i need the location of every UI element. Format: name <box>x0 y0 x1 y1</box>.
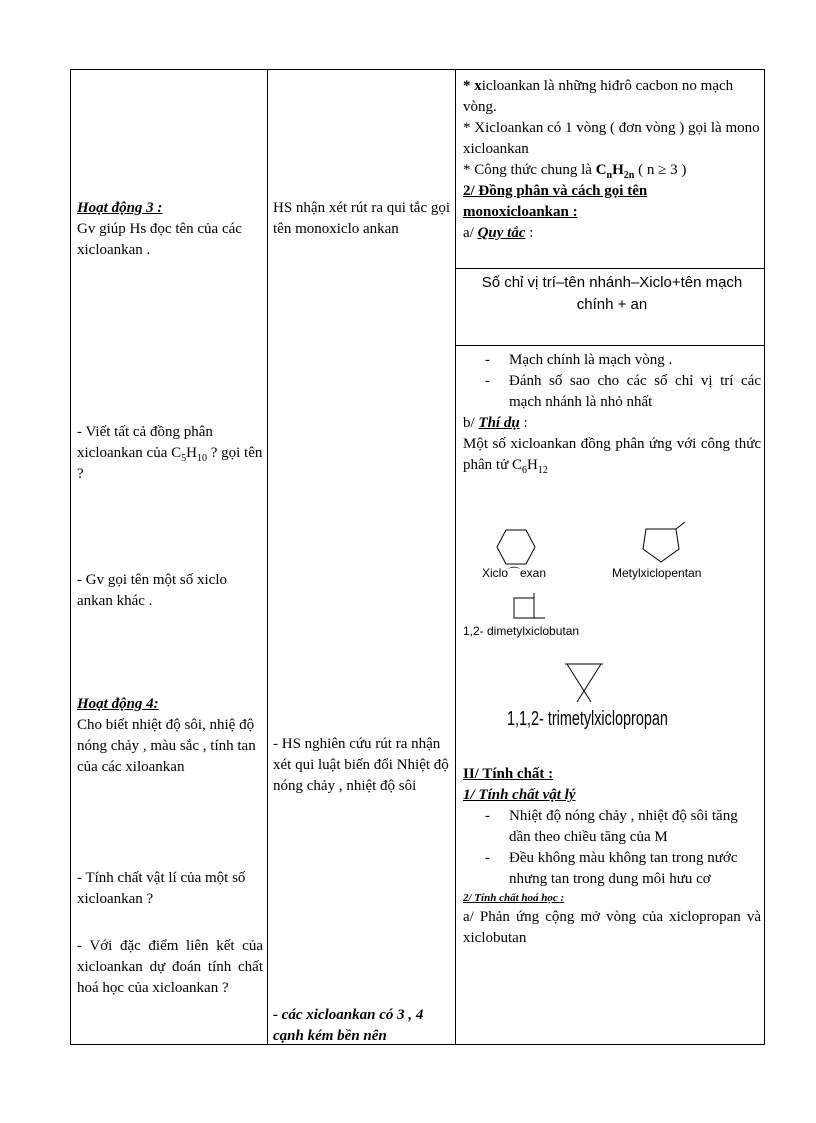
question-physical: - Tính chất vật lí của một số xicloankan ? <box>77 870 246 907</box>
cyclohexane-label: Xiclo⌒exan <box>482 566 547 580</box>
physical-property-item: - Đều không màu không tan trong nước nhưng tan trong dung môi hưu cơ <box>463 848 761 890</box>
formula-box-bottom <box>456 345 764 346</box>
definition-1: * xicloankan là những hiđrô cacbon no mạch vòng. <box>463 78 734 115</box>
naming-formula: Số chỉ vị trí–tên nhánh–Xiclo+tên mạch chính + an <box>481 274 743 313</box>
methylcyclopentane-label: Metylxiclopentan <box>612 566 702 580</box>
properties-section <box>463 764 761 949</box>
column-divider <box>455 70 456 1044</box>
physical-property-item: - Nhiệt độ nóng chảy , nhiệt độ sôi tăng dần theo chiều tăng của M <box>463 806 761 848</box>
activity-4-text: Cho biết nhiệt độ sôi, nhiệ độ nóng chảy , màu sắc , tính tan của các xiloankan <box>77 717 256 775</box>
column-divider <box>267 70 268 1044</box>
rules-list <box>463 350 761 476</box>
activity-3-text: Gv giúp Hs đọc tên của các xicloankan . <box>77 221 242 258</box>
section-2-title-cont: monoxicloankan : <box>463 204 578 220</box>
formula-box-top <box>456 268 764 269</box>
activity-3-heading: Hoạt động 3 : <box>77 200 163 216</box>
example-text: Một số xicloankan đồng phân ứng với công thức phân tử $C_6H_{12}$ <box>463 436 761 476</box>
section-2-title: 2/ Đồng phân và cách gọi tên <box>463 183 648 199</box>
question-chemical: - Với đặc điểm liên kết của xicloankan dự đoán tính chất hoá học của xicloankan ? <box>77 938 263 996</box>
hs-rule: HS nhận xét rút ra qui tắc gọi tên monoxiclo ankan <box>273 200 451 237</box>
trimethylcyclopropane-structure <box>563 662 607 704</box>
hs-research: - HS nghiên cứu rút ra nhận xét qui luật biến đổi Nhiệt độ nóng chảy , nhiệt độ sôi <box>273 736 449 794</box>
gv-naming: - Gv gọi tên một số xiclo ankan khác . <box>77 572 227 609</box>
example-heading: b/ Thí dụ : <box>463 415 528 431</box>
chemical-reaction-a: a/ Phản ứng cộng mở vòng của xiclopropan và xiclobutan <box>463 909 761 946</box>
cyclohexane-structure <box>496 529 536 565</box>
chemical-properties-title: 2/ Tính chất hoá học : <box>463 892 565 904</box>
section-3-title: II/ Tính chất : <box>463 766 554 782</box>
activity-4 <box>77 694 263 778</box>
methylcyclopentane-structure <box>641 522 691 570</box>
physical-properties-title: 1/ Tính chất vật lý <box>463 787 576 803</box>
question-isomers: - Viết tất cả đồng phân xicloankan của $C_5H_{10}$ ? gọi tên ? <box>77 424 263 482</box>
trimethylcyclopropane-label: 1,1,2- trimetylxiclopropan <box>507 708 668 730</box>
lesson-table <box>70 69 765 1045</box>
rule-item: - Đánh số sao cho các số chỉ vị trí các mạch nhánh là nhỏ nhất <box>463 371 761 413</box>
activity-3 <box>77 198 263 261</box>
rule-heading: a/ Quy tắc : <box>463 225 534 241</box>
definition-2: * Xicloankan có 1 vòng ( đơn vòng ) gọi là mono xicloankan <box>463 120 760 157</box>
activity-4-heading: Hoạt động 4: <box>77 696 159 712</box>
dimethylcyclobutane-label: 1,2- dimetylxiclobutan <box>463 624 580 638</box>
rule-item: - Mạch chính là mạch vòng . <box>463 350 761 371</box>
definition-block <box>463 76 761 244</box>
hs-note: - các xicloankan có 3 , 4 cạnh kém bền nên <box>273 1007 424 1044</box>
dimethylcyclobutane-structure <box>513 593 547 621</box>
general-formula: * Công thức chung là $C_nH_{2n}$ ( n ≥ 3 ) <box>463 162 687 181</box>
